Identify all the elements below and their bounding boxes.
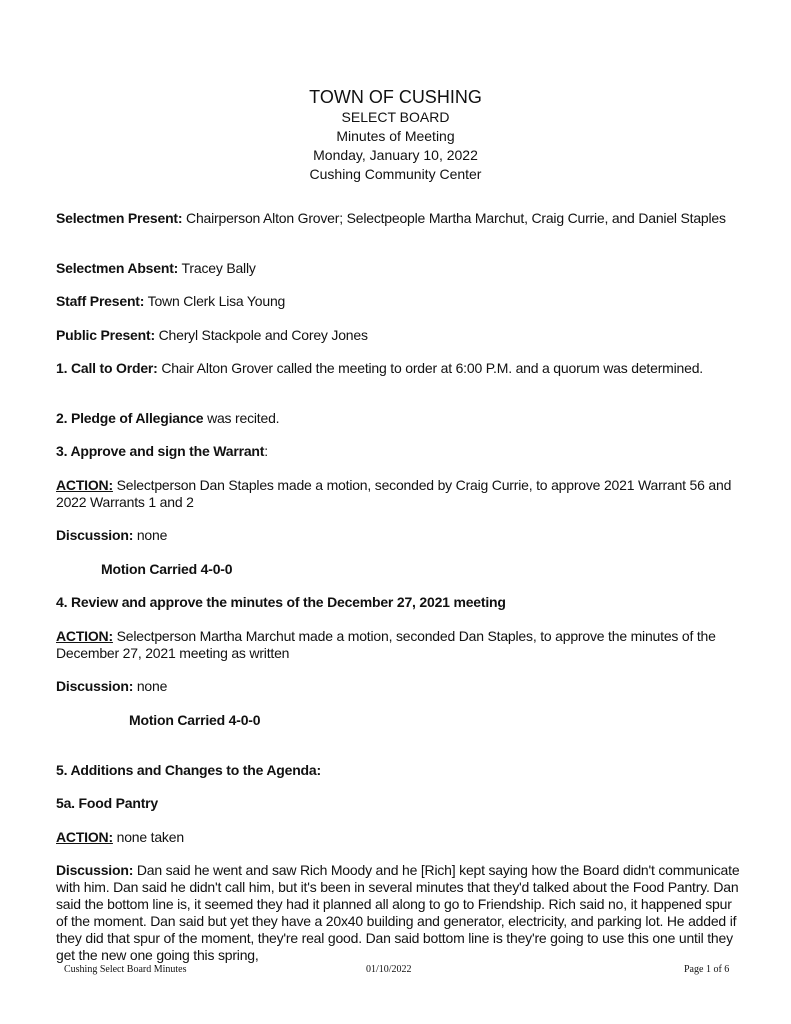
warrant-motion-result: Motion Carried 4-0-0 [101,561,233,577]
pledge-value: was recited. [203,410,280,426]
call-to-order-value: Chair Alton Grover called the meeting to order at 6:00 P.M. and a quorum was determined. [157,360,703,376]
minutes-action [56,628,746,662]
call-to-order [56,360,746,377]
warrant-heading [56,443,746,460]
warrant-heading-colon: : [264,443,268,459]
public-present-label: Public Present: [56,327,155,343]
meeting-date: Monday, January 10, 2022 [313,147,478,163]
minutes-discussion-label: Discussion: [56,678,134,694]
minutes-action-value: Selectperson Martha Marchut made a motion, seconded Dan Staples, to approve the minutes of the December 27, 2021 meeting as written [56,628,716,661]
board-subtitle: SELECT BOARD [341,109,450,125]
staff-present-value: Town Clerk Lisa Young [144,293,286,309]
minutes-heading: 4. Review and approve the minutes of the December 27, 2021 meeting [56,594,506,610]
food-pantry-discussion [56,862,741,964]
selectmen-absent [56,260,746,277]
minutes-action-label: ACTION: [56,628,113,644]
footer-date: 01/10/2022 [366,964,412,975]
food-pantry-action-label: ACTION: [56,829,113,845]
minutes-discussion [56,678,746,695]
warrant-heading-label: 3. Approve and sign the Warrant [56,443,265,459]
food-pantry-discussion-value: Dan said he went and saw Rich Moody and he [Rich] kept saying how the Board didn't communicate with him. Dan said he didn't call him, but it's been in several minutes that they'd talked about the Food Pantry. Dan said the bottom line is, it seemed they had it planned all along to go to Friendship. Rich said no, it happened spur of the moment. Dan said but yet they have a 20x40 building and generator, electricity, and parking lot. He added if they did that spur of the moment, they're real good. Dan said bottom line is they're going to use this one until they get the new one going this spring, [56,862,740,963]
public-present [56,327,746,344]
food-pantry-action [56,829,746,846]
selectmen-present [56,210,746,227]
selectmen-absent-label: Selectmen Absent: [56,260,179,276]
additions-heading: 5. Additions and Changes to the Agenda: [56,762,321,778]
food-pantry-discussion-label: Discussion: [56,862,134,878]
call-to-order-label: 1. Call to Order: [56,360,158,376]
selectmen-present-label: Selectmen Present: [56,210,183,226]
food-pantry-action-value: none taken [112,829,184,845]
warrant-discussion-value: none [133,527,168,543]
document-type: Minutes of Meeting [336,128,455,144]
document-header [0,86,791,184]
minutes-discussion-value: none [133,678,168,694]
warrant-discussion [56,527,746,544]
footer-title: Cushing Select Board Minutes [64,964,187,975]
selectmen-present-value: Chairperson Alton Grover; Selectpeople Martha Marchut, Craig Currie, and Daniel Staples [182,210,726,226]
warrant-action [56,477,746,511]
minutes-motion-result: Motion Carried 4-0-0 [129,712,261,728]
warrant-action-value: Selectperson Dan Staples made a motion, seconded by Craig Currie, to approve 2021 Warrant 56 and 2022 Warrants 1 and 2 [56,477,732,510]
staff-present [56,293,746,310]
food-pantry-heading: 5a. Food Pantry [56,795,159,811]
warrant-action-label: ACTION: [56,477,113,493]
town-title: TOWN OF CUSHING [309,87,482,107]
warrant-discussion-label: Discussion: [56,527,134,543]
selectmen-absent-value: Tracey Bally [178,260,256,276]
staff-present-label: Staff Present: [56,293,145,309]
meeting-location: Cushing Community Center [309,166,482,182]
pledge [56,410,746,427]
footer-page-number: Page 1 of 6 [684,964,730,975]
public-present-value: Cheryl Stackpole and Corey Jones [154,327,368,343]
pledge-label: 2. Pledge of Allegiance [56,410,204,426]
